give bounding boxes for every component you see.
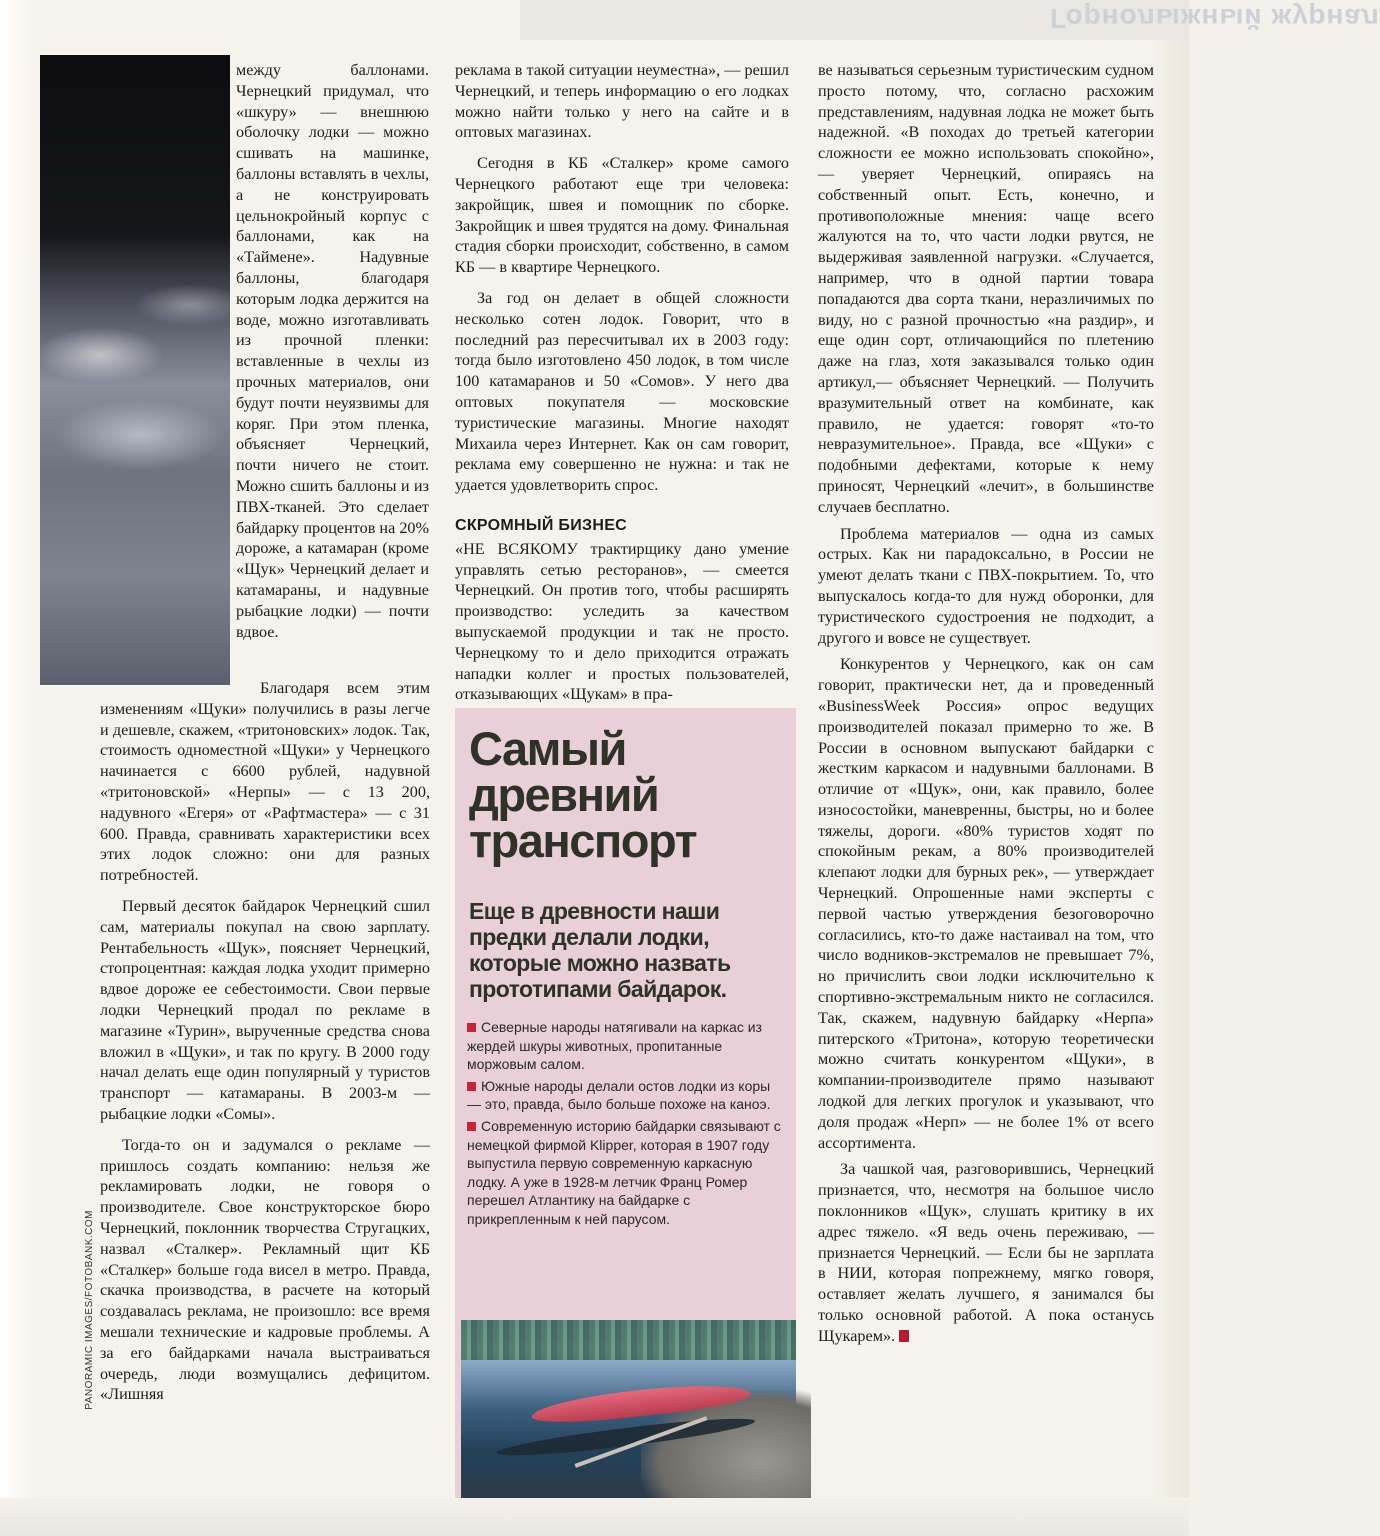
- column-3: [818, 60, 1154, 1347]
- header-ghost-text: Горнолыжный журнал: [1050, 3, 1380, 34]
- sidebar-list-item: Современную историю байдарки связывают с немецкой фирмой Klipper, которая в 1907 году выпустила первую современную каркасную лодку. А уже в 1928-м летчик Франц Ромер перешел Атлантику на байдарке с прикрепленным к ней парусом.: [467, 1117, 781, 1227]
- sidebar-list: [467, 1018, 785, 1232]
- square-bullet-icon: [467, 1023, 476, 1032]
- history-sidebar: [455, 708, 796, 1498]
- photo-credit: PANORAMIC IMAGES/FOTOBANK.COM: [84, 1210, 95, 1410]
- column-1-bottom: [100, 678, 430, 1405]
- sidebar-title: Самый древний транспорт: [469, 722, 697, 867]
- column-2-top: [455, 60, 789, 496]
- page-bottom-edge: [0, 1498, 1189, 1536]
- sidebar-list-item: Южные народы делали остов лодки из коры — это, правда, было больше похоже на каноэ.: [467, 1077, 771, 1113]
- paragraph: Проблема материалов — одна из самых острых. Как ни парадоксально, в России не умеют делать ткани с ПВХ-покрытием. То, что выпускалось когда-то для нужд оборонки, для туристического судостроения не подходит, а другого и вовсе не существует.: [818, 524, 1154, 647]
- sidebar-list-item: Северные народы натягивали на каркас из жердей шкуры животных, пропитанные моржовым салом.: [467, 1019, 762, 1073]
- kayak-photo: [461, 1320, 796, 1498]
- paragraph: Конкурентов у Чернецкого, как он сам говорит, практически нет, да и проведенный «BusinessWeek Россия» опрос ведущих производителей показал примерно то же. В России в основном выпускают байдарки с жестким каркасом и надувными баллонами. В отличие от «Щук», они, как правило, более износостойки, маневренны, быстры, но и более тяжелы, дороги. «80% туристов ходят по спокойным рекам, а 80% производителей клепают лодки для бурных рек», — утверждает Чернецкий. Опрошенные нами эксперты с первой частью утверждения безоговорочно согласились, кто-то даже настаивал на том, что число водников-экстремалов не превышает 7%, но причислить свои лодки исключительно к спортивно-экстремальным никто не согласился. Так, скажем, надувную байдарку «Нерпа» питерского «Тритона», которую теоретически можно считать конкурентом «Щуки», в компании-производителе прямо называют лодкой для легких прогулок и указывают, что доля продаж «Нерп» — не более 1% от всего ассортимента.: [818, 655, 1154, 1152]
- river-photo: [40, 55, 230, 685]
- paragraph: между баллонами. Чернецкий придумал, что «шкуру» — внешнюю оболочку лодки — можно сшивать на машинке, баллоны вставлять в чехлы, а не конструировать цельнокройный корпус с баллонами, как на «Таймене». Надувные баллоны, благодаря которым лодка держится на воде, можно изготавливать из прочной пленки: вставленные в чехлы из прочных материалов, они будут почти неуязвимы для коряг. При этом пленка, объясняет Чернецкий, почти ничего не стоит. Можно сшить баллоны и из ПВХ-тканей. Это сделает байдарку процентов на 20% дороже, а катамаран (кроме «Щук» Чернецкий делает и катамараны, и надувные рыбацкие лодки) — почти вдвое.: [236, 61, 429, 641]
- square-bullet-icon: [467, 1082, 476, 1091]
- paragraph: Сегодня в КБ «Сталкер» кроме самого Чернецкого работают еще три человека: закройщик, швея и помощник по сборке. Закройщик и швея трудятся на дому. Финальная стадия сборки происходит, собственно, в самом КБ — в квартире Чернецкого.: [455, 154, 789, 277]
- paragraph: Благодаря всем этим изменениям «Щуки» получились в разы легче и дешевле, скажем, «тритоновских» лодок. Так, стоимость одноместной «Щуки» у Чернецкого начинается с 6600 рублей, надувной «тритоновской» «Нерпы» — с 13 200, надувного «Егеря» от «Рафтмастера» — с 31 600. Правда, сравнивать характеристики всех этих лодок сложно: они для разных потребностей.: [100, 679, 430, 885]
- paragraph: За чашкой чая, разговорившись, Чернецкий признается, что, несмотря на большое число поклонников «Щук», слушать критику в их адрес тяжело. «Я ведь очень переживаю, — признается Чернецкий. — Если бы не зарплата в НИИ, которая попрежнему, мягко говоря, оставляет желать лучшего, я занимался бы только основной работой. А пока останусь Щукарем».: [818, 1160, 1154, 1345]
- end-of-article-icon: [899, 1330, 909, 1342]
- square-bullet-icon: [467, 1122, 476, 1131]
- paragraph: ве называться серьезным туристическим судном просто потому, что, согласно расхожим представлениям, надувная лодка не может быть надежной. «В походах до третьей категории сложности ее можно использовать спокойно», — уверяет Чернецкий, опираясь на собственный опыт. Есть, конечно, и противоположные мнения: чаще всего жалуются на то, что части лодки рвутся, не выдерживая заявленной нагрузки. «Случается, например, что в одной партии товара попадаются два сорта ткани, неразличимых по виду, но с разной прочностью «на раздир», и еще один сорт, отличающийся по плетению даже на глаз, хотя заказывался только один артикул,— объясняет Чернецкий. — Получить вразумительный ответ на комбинате, как правило, не удается: говорят «то-то невразумительное». Правда, все «Щуки» с подобными дефектами, которые к нему приносят, Чернецкий «лечит», в большинстве случаев бесплатно.: [818, 61, 1154, 516]
- sidebar-lead: Еще в древности наши предки делали лодки, которые можно назвать прототипами байдарок.: [469, 898, 731, 1002]
- column-2-section: [455, 502, 789, 705]
- paragraph: За год он делает в общей сложности несколько сотен лодок. Говорит, что в последний раз пересчитывал их в 2003 году: тогда было изготовлено 450 лодок, в том числе 100 катамаранов и 50 «Сомов». У него два оптовых покупателя — московские туристические магазины. Многие находят Михаила через Интернет. Как он сам говорит, реклама ему совершенно не нужна: и так не удается удовлетворить спрос.: [455, 288, 789, 495]
- paragraph: «НЕ ВСЯКОМУ трактирщику дано умение управлять сетью ресторанов», — смеется Чернецкий. Он против того, чтобы расширять производство: уследить за качеством выпускаемой продукции и так не просто. Чернецкому то и дело приходится отражать нападки коллег и простых пользователей, отказывающих «Щукам» в пра-: [455, 539, 789, 704]
- paragraph: Тогда-то он и задумался о рекламе — пришлось создать компанию: нельзя же рекламировать лодки, не говоря о производителе. Свое конструкторское бюро Чернецкий, поклонник творчества Стругацких, назвал «Сталкер». Рекламный щит КБ «Сталкер» больше года висел в метро. Правда, скачка производства, в расчете на который создавалась реклама, не произошло: все время мешали технические и кадровые проблемы. А за его байдарками начала выстраиваться очередь, люди возмущались дефицитом. «Лишняя: [100, 1135, 430, 1404]
- header-strip: [520, 0, 1380, 40]
- paragraph: реклама в такой ситуации неуместна», — решил Чернецкий, и теперь информацию о его лодках можно найти только у него на сайте и в оптовых магазинах.: [455, 61, 789, 142]
- paragraph: Первый десяток байдарок Чернецкий сшил сам, материалы покупал на свою зарплату. Рентабельность «Щук», поясняет Чернецкий, стопроцентная: каждая лодка уходит примерно вдвое дороже ее себестоимости. Свои первые лодки Чернецкий продал по рекламе в магазине «Турин», вырученные средства снова вложил в «Щуки», и так по кругу. В 2000 году начал делать еще один популярный у туристов транспорт — катамараны. В 2003-м — рыбацкие лодки «Сомы».: [100, 896, 430, 1123]
- section-subheading: СКРОМНЫЙ БИЗНЕС: [455, 517, 628, 534]
- column-1-top: [236, 60, 429, 642]
- photo-treeline: [461, 1320, 796, 1360]
